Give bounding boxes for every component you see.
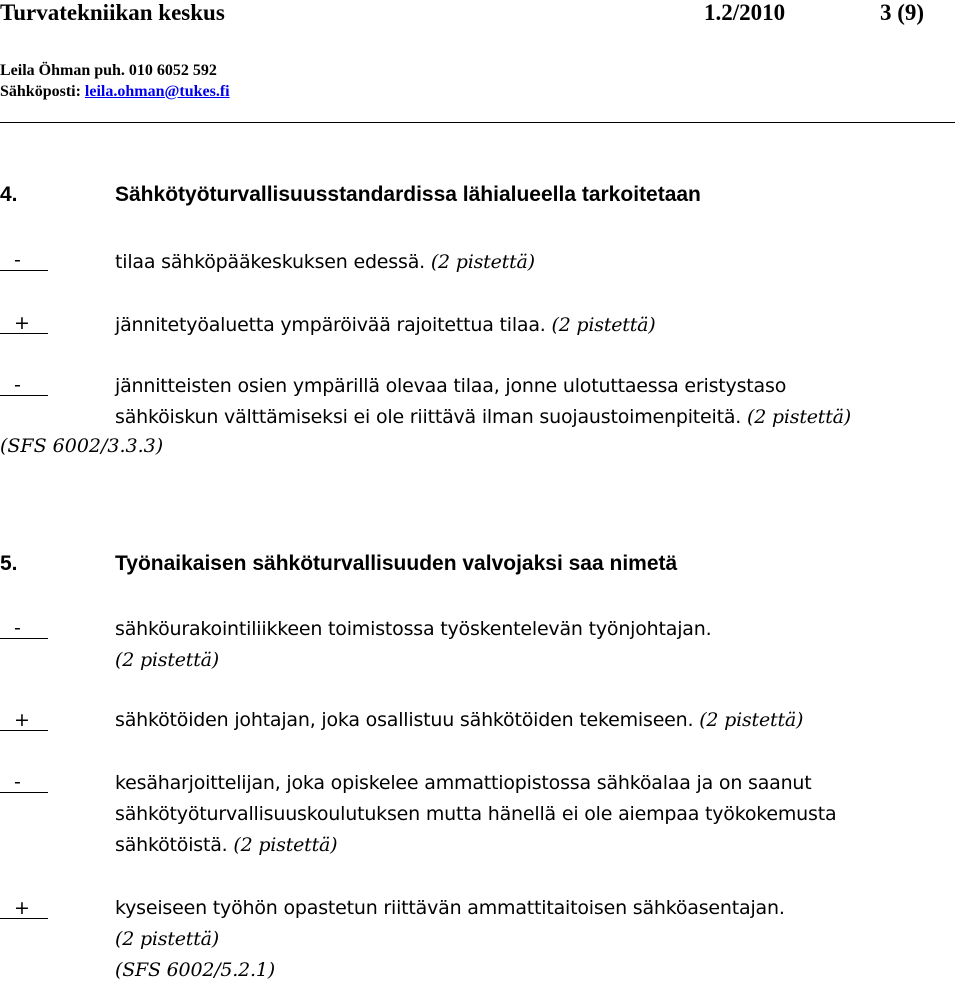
answer-text-line-2: sähköiskun välttämiseksi ei ole riittävä ilman suojaustoimenpiteitä. — [115, 406, 742, 428]
answer-option — [115, 893, 945, 986]
question-number: 5. — [0, 552, 18, 575]
email-line — [0, 83, 230, 101]
answer-points: (2 pistettä) — [430, 251, 535, 273]
answer-text: kyseiseen työhön opastetun riittävän ammattitaitoisen sähköasentajan. — [115, 897, 785, 919]
answer-points: (2 pistettä) — [746, 406, 852, 428]
answer-mark: - — [0, 618, 48, 639]
organization-name: Turvatekniikan keskus — [0, 0, 225, 25]
answer-option — [115, 614, 945, 676]
question-title: Työnaikaisen sähköturvallisuuden valvojaksi saa nimetä — [115, 552, 678, 575]
answer-text: sähköurakointiliikkeen toimistossa työskentelevän työnjohtajan. — [115, 618, 712, 640]
answer-option — [115, 310, 945, 341]
answer-text-line-2: sähkötyöturvallisuuskoulutuksen mutta hänellä ei ole aiempaa työkokemusta — [115, 803, 837, 825]
answer-points: (2 pistettä) — [551, 314, 656, 336]
answer-option — [115, 705, 945, 736]
answer-mark: + — [0, 710, 48, 731]
question-title: Sähkötyöturvallisuusstandardissa lähialueella tarkoitetaan — [115, 183, 701, 206]
answer-mark: - — [0, 772, 48, 793]
standard-reference: (SFS 6002/5.2.1) — [115, 959, 275, 981]
answer-option — [115, 247, 945, 278]
question-number: 4. — [0, 183, 18, 206]
answer-mark: + — [0, 313, 48, 334]
answer-points: (2 pistettä) — [233, 834, 338, 856]
answer-text-line-1: kesäharjoittelijan, joka opiskelee ammattiopistossa sähköalaa ja on saanut — [115, 772, 812, 794]
answer-option — [115, 768, 945, 861]
answer-points: (2 pistettä) — [699, 709, 804, 731]
answer-mark: + — [0, 898, 48, 919]
answer-text: sähkötöiden johtajan, joka osallistuu sähkötöiden tekemiseen. — [115, 709, 694, 731]
answer-text: tilaa sähköpääkeskuksen edessä. — [115, 251, 425, 273]
answer-option — [115, 371, 945, 433]
email-link[interactable]: leila.ohman@tukes.fi — [84, 83, 230, 100]
answer-text-line-3: sähkötöistä. — [115, 834, 228, 856]
standard-reference: (SFS 6002/3.3.3) — [0, 435, 164, 457]
header-divider — [0, 122, 955, 123]
answer-text-line-1: jännitteisten osien ympärillä olevaa tilaa, jonne ulotuttaessa eristystaso — [115, 375, 787, 397]
email-label: Sähköposti: — [0, 83, 85, 100]
document-date: 1.2/2010 — [704, 0, 786, 25]
answer-mark: - — [0, 250, 48, 271]
answer-mark: - — [0, 375, 48, 396]
answer-points: (2 pistettä) — [115, 928, 220, 950]
answer-text: jännitetyöaluetta ympäröivää rajoitettua tilaa. — [115, 314, 546, 336]
page-number: 3 (9) — [880, 0, 925, 25]
contact-line: Leila Öhman puh. 010 6052 592 — [0, 62, 217, 79]
answer-points: (2 pistettä) — [115, 649, 220, 671]
